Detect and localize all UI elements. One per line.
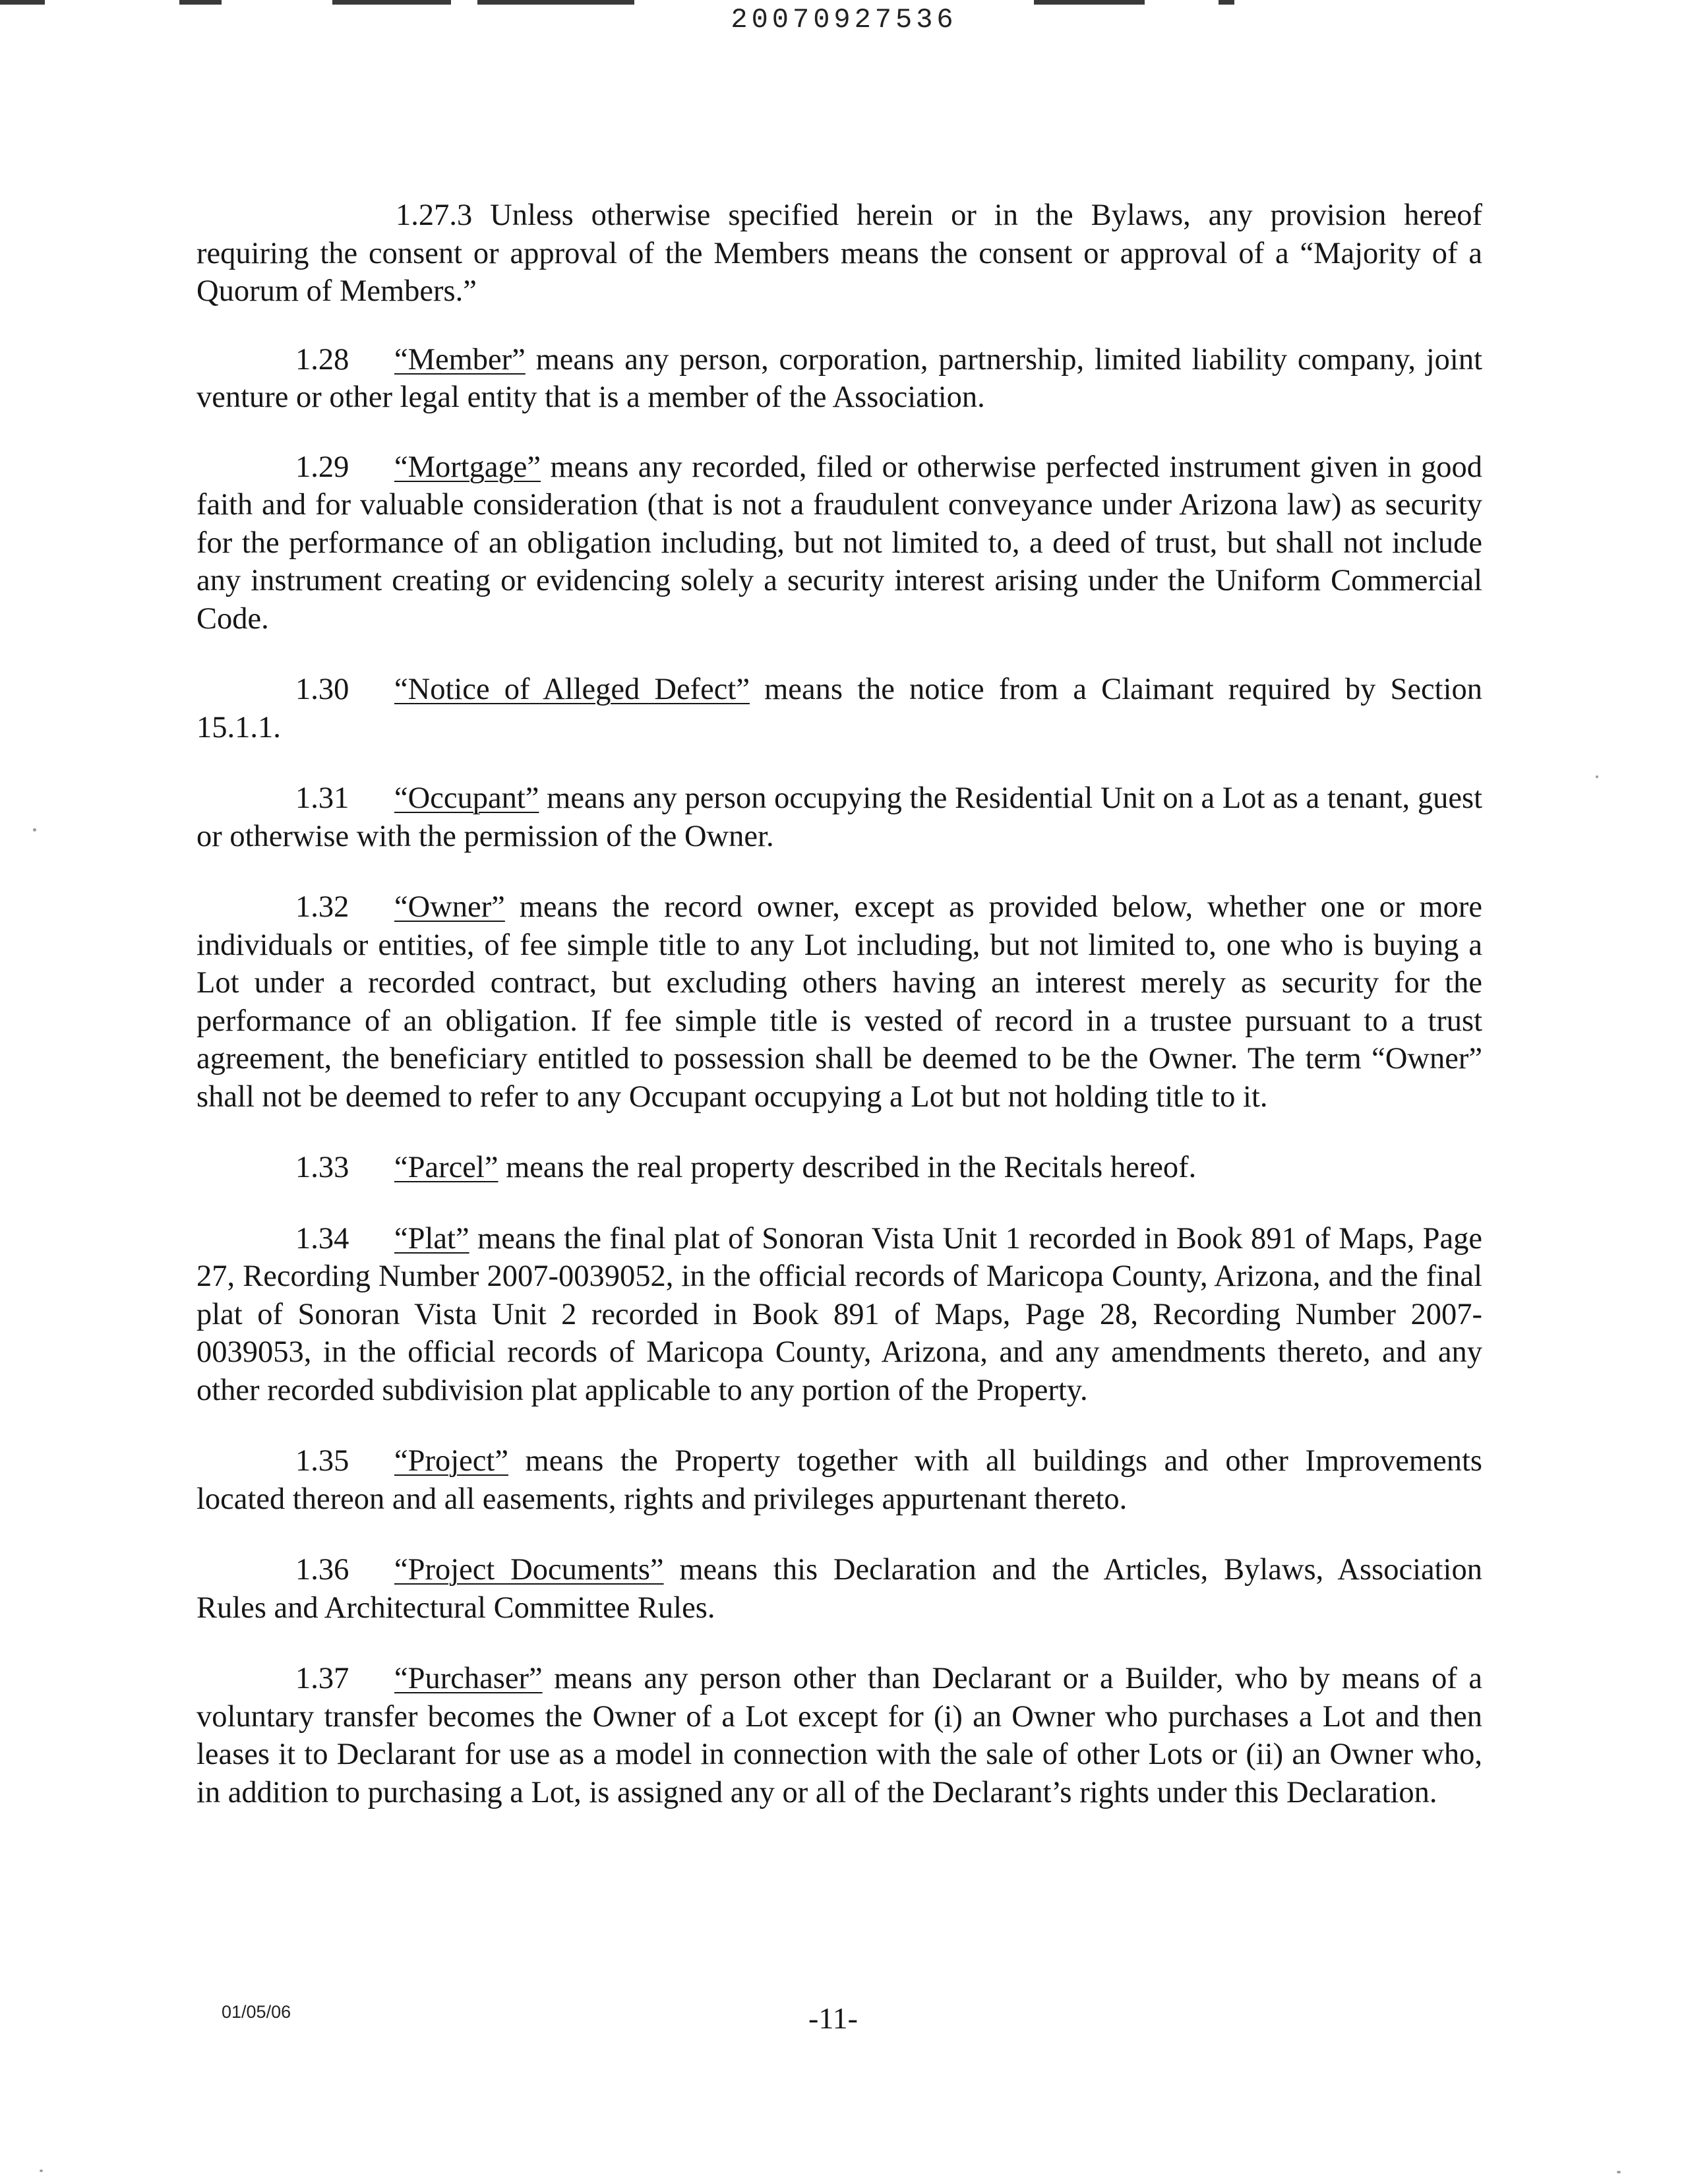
- defined-term: “Mortgage”: [394, 450, 541, 484]
- document-body: [196, 197, 1482, 1844]
- defined-term: “Purchaser”: [394, 1662, 543, 1695]
- scan-speck: [33, 828, 36, 832]
- section-text: means the Property together with all buildings and other Improvements located thereon and all easements, rights and privileges appurtenant thereto.: [196, 1444, 1483, 1516]
- section-number: 1.32: [295, 890, 349, 924]
- section-1-29: [196, 448, 1482, 638]
- section-1-36: [196, 1551, 1482, 1627]
- defined-term: “Notice of Alleged Defect”: [394, 673, 750, 706]
- section-text: Unless otherwise specified herein or in the Bylaws, any provision hereof requiring the consent or approval of the Members means the consent or approval of a “Majority of a Quorum of Members.”: [196, 198, 1482, 308]
- section-1-27-3: [196, 197, 1482, 311]
- section-1-37: [196, 1660, 1482, 1811]
- defined-term: “Project Documents”: [394, 1553, 664, 1587]
- scan-speck: [40, 2169, 43, 2172]
- section-number: 1.28: [295, 342, 349, 377]
- section-1-35: [196, 1442, 1482, 1518]
- section-number: 1.35: [295, 1444, 349, 1478]
- section-number: 1.37: [295, 1662, 349, 1695]
- section-text: means the notice from a Claimant required by Section 15.1.1.: [196, 673, 1483, 744]
- section-number: 1.31: [295, 781, 349, 815]
- scan-speck: [1596, 775, 1598, 778]
- page-number: -11-: [808, 2001, 858, 2035]
- section-number: 1.29: [295, 450, 349, 484]
- section-text: means any person other than Declarant or a Builder, who by means of a voluntary transfer becomes the Owner of a Lot except for (i) an Owner who purchases a Lot and then leases it to Declarant for use as a model in connection with the sale of other Lots or (ii) an Owner who, in addition to purchasing a Lot, is assigned any or all of the Declarant’s rights under this Declaration.: [196, 1662, 1483, 1809]
- section-text: means the final plat of Sonoran Vista Unit 1 recorded in Book 891 of Maps, Page 27, Recording Number 2007-0039052, in the official records of Maricopa County, Arizona, and the final plat of Sonoran Vista Unit 2 recorded in Book 891 of Maps, Page 28, Recording Number 2007-0039053, in the official records of Maricopa County, Arizona, and any amendments thereto, and any other recorded subdivision plat applicable to any portion of the Property.: [196, 1221, 1483, 1407]
- section-1-28: [196, 341, 1482, 417]
- section-number: 1.34: [295, 1221, 349, 1256]
- section-1-31: [196, 779, 1482, 855]
- defined-term: “Plat”: [394, 1221, 469, 1256]
- scan-speck: [1617, 2171, 1621, 2173]
- section-1-33: [196, 1149, 1482, 1187]
- section-number: 1.27.3: [396, 198, 473, 232]
- section-1-32: [196, 888, 1482, 1116]
- section-text: means the record owner, except as provided below, whether one or more individuals or entities, of fee simple title to any Lot including, but not limited to, one who is buying a Lot under a recorded contract, but excluding others having an interest merely as security for the performance of an obligation. If fee simple title is vested of record in a trustee pursuant to a trust agreement, the beneficiary entitled to possession shall be deemed to be the Owner. The term “Owner” shall not be deemed to refer to any Occupant occupying a Lot but not holding title to it.: [196, 890, 1482, 1114]
- section-text: means the real property described in the Recitals hereof.: [506, 1151, 1197, 1184]
- section-number: 1.36: [295, 1553, 349, 1587]
- section-text: means any person, corporation, partnership, limited liability company, joint venture or other legal entity that is a member of the Association.: [196, 342, 1483, 414]
- defined-term: “Owner”: [394, 890, 505, 924]
- section-number: 1.33: [295, 1151, 349, 1184]
- section-1-30: [196, 671, 1482, 746]
- defined-term: “Project”: [394, 1444, 508, 1478]
- section-text: means this Declaration and the Articles, Bylaws, Association Rules and Architectural Committee Rules.: [196, 1553, 1482, 1625]
- section-text: means any recorded, filed or otherwise perfected instrument given in good faith and for valuable consideration (that is not a fraudulent conveyance under Arizona law) as security for the performance of an obligation including, but not limited to, a deed of trust, but shall not include any instrument creating or evidencing solely a security interest arising under the Uniform Commercial Code.: [196, 450, 1482, 636]
- section-1-34: [196, 1220, 1482, 1410]
- section-text: means any person occupying the Residential Unit on a Lot as a tenant, guest or otherwise with the permission of the Owner.: [196, 781, 1483, 853]
- footer-date: 01/05/06: [222, 2002, 291, 2022]
- defined-term: “Occupant”: [394, 781, 539, 815]
- recording-number: 20070927536: [731, 4, 957, 36]
- section-number: 1.30: [295, 673, 349, 706]
- defined-term: “Member”: [394, 342, 526, 377]
- defined-term: “Parcel”: [394, 1151, 498, 1184]
